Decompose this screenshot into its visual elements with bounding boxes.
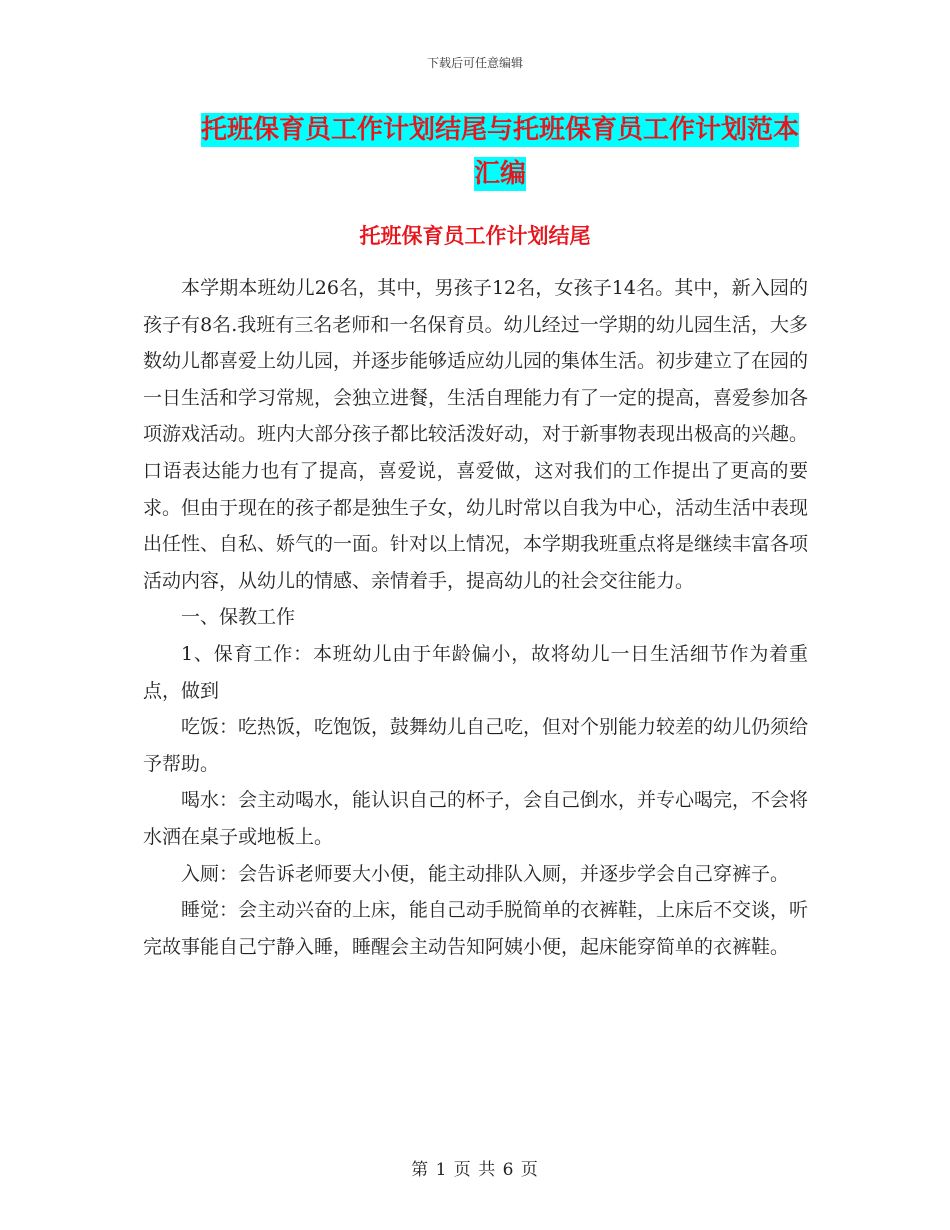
paragraph-intro: 本学期本班幼儿26名，其中，男孩子12名，女孩子14名。其中，新入园的孩子有8名.我班有三名老师和一名保育员。幼儿经过一学期的幼儿园生活，大多数幼儿都喜爱上幼儿园，并逐步能够适应幼儿园的集体生活。初步建立了在园的一日生活和学习常规，会独立进餐，生活自理能力有了一定的提高，喜爱参加各项游戏活动。班内大部分孩子都比较活泼好动，对于新事物表现出极高的兴趣。口语表达能力也有了提高，喜爱说，喜爱做，这对我们的工作提出了更高的要求。但由于现在的孩子都是独生子女，幼儿时常以自我为中心，活动生活中表现出任性、自私、娇气的一面。针对以上情况，本学期我班重点将是继续丰富各项活动内容，从幼儿的情感、亲情着手，提高幼儿的社会交往能力。: [143, 277, 809, 592]
paragraph-drinking: 喝水：会主动喝水，能认识自己的杯子，会自己倒水，并专心喝完，不会将水洒在桌子或地板上。: [143, 789, 809, 848]
paragraph-care-work: 1、保育工作：本班幼儿由于年龄偏小，故将幼儿一日生活细节作为着重点，做到: [143, 642, 808, 702]
page-number: 第 1 页 共 6 页: [411, 1160, 539, 1180]
paragraph-sleeping: 睡觉：会主动兴奋的上床，能自己动手脱简单的衣裤鞋，上床后不交谈，听完故事能自己宁静入睡，睡醒会主动告知阿姨小便，起床能穿简单的衣裤鞋。: [143, 899, 809, 958]
section-title: 托班保育员工作计划结尾: [359, 224, 591, 248]
paragraph-eating: 吃饭：吃热饭，吃饱饭，鼓舞幼儿自己吃，但对个别能力较差的幼儿仍须给予帮助。: [143, 716, 809, 775]
document-title-line-2: 汇编: [473, 159, 526, 189]
paragraph-toilet: 入厕：会告诉老师要大小便，能主动排队入厕，并逐步学会自己穿裤子。: [181, 862, 790, 885]
header-note: 下载后可任意编辑: [426, 56, 523, 70]
body-text: [143, 270, 808, 965]
document-title: [150, 108, 850, 196]
document-title-line-1: 托班保育员工作计划结尾与托班保育员工作计划范本: [200, 115, 799, 145]
paragraph-heading-care-education: 一、保教工作: [181, 606, 296, 629]
